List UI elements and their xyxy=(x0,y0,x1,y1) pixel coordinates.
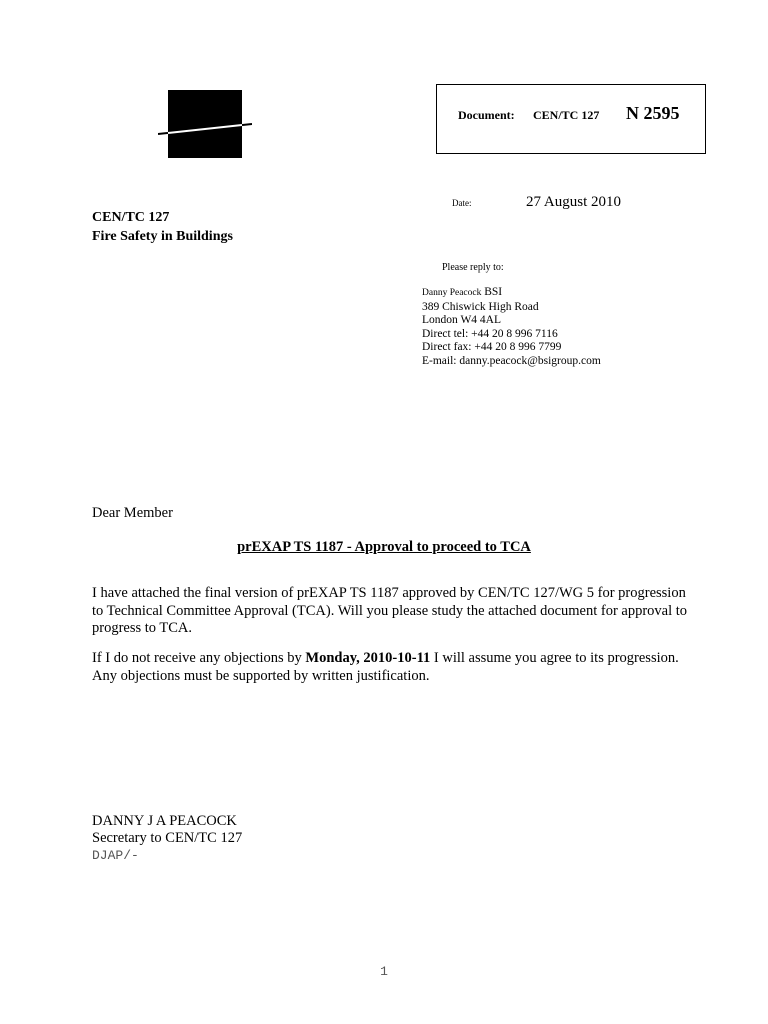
document-code: CEN/TC 127 xyxy=(533,108,600,122)
paragraph-2-end: I will assume you agree to its progression. Any objections must be supported by written justification. xyxy=(92,650,679,684)
reply-label: Please reply to: xyxy=(442,262,504,273)
signatory-title: Secretary to CEN/TC 127 xyxy=(92,830,243,846)
committee-name: Fire Safety in Buildings xyxy=(92,229,233,244)
direct-tel: Direct tel: +44 20 8 996 7116 xyxy=(422,327,558,340)
contact-block xyxy=(422,286,601,369)
cen-logo-graphic xyxy=(158,90,252,158)
paragraph-2 xyxy=(92,650,692,685)
committee-code: CEN/TC 127 xyxy=(92,210,170,225)
contact-name-line xyxy=(422,286,601,301)
date-label: Date: xyxy=(452,198,472,208)
contact-org: BSI xyxy=(484,286,503,298)
signature-block xyxy=(92,813,242,864)
paragraph-1: I have attached the final version of prEXAP TS 1187 approved by CEN/TC 127/WG 5 for progression to Technical Committee Approval (TCA). Will you please study the attached document for approval to progress to TCA. xyxy=(92,585,688,636)
signatory-name: DANNY J A PEACOCK xyxy=(92,813,237,829)
paragraph-2-start: If I do not receive any objections by xyxy=(92,650,302,666)
subject-line: prEXAP TS 1187 - Approval to proceed to TCA xyxy=(237,539,531,555)
reference-initials: DJAP/- xyxy=(92,848,139,863)
document-number: N 2595 xyxy=(626,103,680,123)
contact-name: Danny Peacock xyxy=(422,288,482,298)
document-label: Document: xyxy=(458,108,515,122)
cen-logo xyxy=(158,90,252,158)
direct-fax: Direct fax: +44 20 8 996 7799 xyxy=(422,341,562,354)
address-line-1: 389 Chiswick High Road xyxy=(422,300,539,313)
deadline-date: Monday, 2010-10-11 xyxy=(305,650,431,666)
page-number: 1 xyxy=(380,964,388,979)
address-line-2: London W4 4AL xyxy=(422,314,502,327)
date-value: 27 August 2010 xyxy=(526,194,622,210)
salutation: Dear Member xyxy=(92,505,173,521)
email: E-mail: danny.peacock@bsigroup.com xyxy=(422,354,601,367)
